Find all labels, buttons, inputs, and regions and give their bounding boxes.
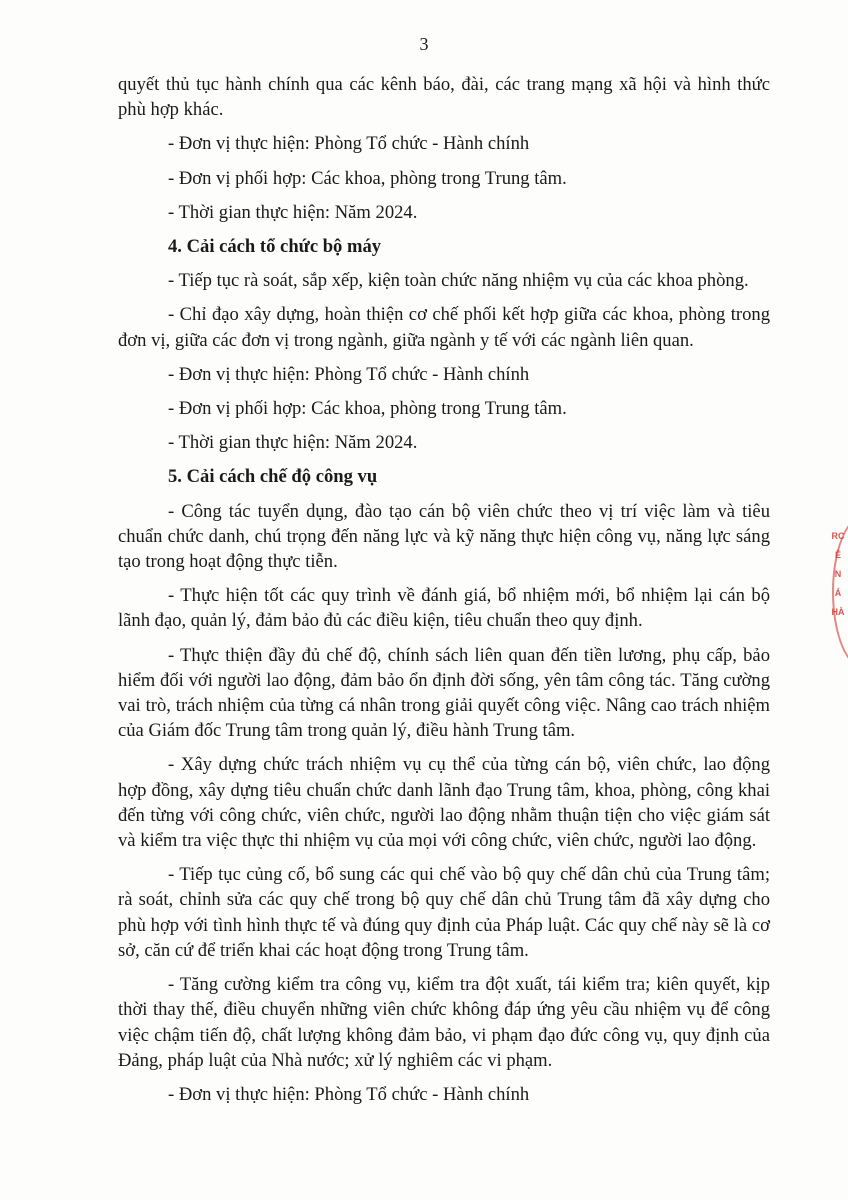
stamp-text <box>828 527 848 622</box>
stamp-letter: RC <box>831 531 845 541</box>
paragraph: - Đơn vị thực hiện: Phòng Tổ chức - Hành chính <box>168 1083 530 1105</box>
red-stamp-fragment <box>826 515 848 665</box>
paragraph: - Đơn vị phối hợp: Các khoa, phòng trong Trung tâm. <box>168 398 567 420</box>
paragraph: - Thực thiện đầy đủ chế độ, chính sách liên quan đến tiền lương, phụ cấp, bảo hiểm đối với người lao động, đảm bảo ổn định đời sống, yên tâm công tác. Tăng cường vai trò, trách nhiệm của từng cá nhân trong giải quyết công việc. Nâng cao trách nhiệm của Giám đốc Trung tâm trong quản lý, điều hành Trung tâm. <box>118 644 770 742</box>
paragraph: - Thời gian thực hiện: Năm 2024. <box>168 432 418 454</box>
paragraph: - Thời gian thực hiện: Năm 2024. <box>168 201 418 223</box>
paragraph: - Đơn vị thực hiện: Phòng Tổ chức - Hành chính <box>168 363 530 385</box>
stamp-letter: HÀ <box>831 607 845 617</box>
paragraph: - Công tác tuyển dụng, đào tạo cán bộ viên chức theo vị trí việc làm và tiêu chuẩn chức danh, chú trọng đến năng lực và kỹ năng thực hiện công vụ, năng lực sáng tạo trong hoạt động thực tiễn. <box>118 500 770 573</box>
paragraph: - Tăng cường kiểm tra công vụ, kiểm tra đột xuất, tái kiểm tra; kiên quyết, kịp thời thay thế, điều chuyển những viên chức không đáp ứng yêu cầu nhiệm vụ để công việc chậm tiến độ, chất lượng không đảm bảo, vi phạm đạo đức công vụ, quy định của Đảng, pháp luật của Nhà nước; xử lý nghiêm các vi phạm. <box>118 974 770 1071</box>
stamp-letter: Ê <box>834 550 841 560</box>
paragraph: quyết thủ tục hành chính qua các kênh báo, đài, các trang mạng xã hội và hình thức phù hợp khác. <box>118 74 770 121</box>
paragraph: - Tiếp tục rà soát, sắp xếp, kiện toàn chức năng nhiệm vụ của các khoa phòng. <box>168 270 749 292</box>
stamp-letter: N <box>834 569 842 579</box>
stamp-letter: Á <box>834 588 842 598</box>
paragraph: - Chỉ đạo xây dựng, hoàn thiện cơ chế phối kết hợp giữa các khoa, phòng trong đơn vị, giữa các đơn vị trong ngành, giữa ngành y tế với các ngành liên quan. <box>118 304 770 351</box>
section-heading: 5. Cải cách chế độ công vụ <box>168 466 378 488</box>
paragraph: - Đơn vị phối hợp: Các khoa, phòng trong Trung tâm. <box>168 167 567 189</box>
section-heading: 4. Cải cách tổ chức bộ máy <box>168 236 382 258</box>
paragraph: - Thực hiện tốt các quy trình về đánh giá, bổ nhiệm mới, bổ nhiệm lại cán bộ lãnh đạo, quản lý, đảm bảo đủ các điều kiện, tiêu chuẩn theo quy định. <box>118 585 770 632</box>
paragraph: - Đơn vị thực hiện: Phòng Tổ chức - Hành chính <box>168 133 530 155</box>
paragraph: - Xây dựng chức trách nhiệm vụ cụ thể của từng cán bộ, viên chức, lao động hợp đồng, xây dựng tiêu chuẩn chức danh lãnh đạo Trung tâm, khoa, phòng, công khai đến từng với công chức, viên chức, người lao động nhằm thuận tiện cho việc giám sát và kiểm tra việc thực thi nhiệm vụ của mọi với công chức, viên chức, người lao động. <box>118 754 770 852</box>
page-number: 3 <box>419 34 429 54</box>
paragraph: - Tiếp tục củng cố, bổ sung các qui chế vào bộ quy chế dân chủ của Trung tâm; rà soát, chỉnh sửa các quy chế trong bộ quy chế dân chủ Trung tâm đã xây dựng cho phù hợp với tình hình thực tế và đúng quy định của Pháp luật. Các quy chế này sẽ là cơ sở, căn cứ để triển khai các hoạt động trong Trung tâm. <box>118 864 770 961</box>
document-body <box>118 72 770 1116</box>
